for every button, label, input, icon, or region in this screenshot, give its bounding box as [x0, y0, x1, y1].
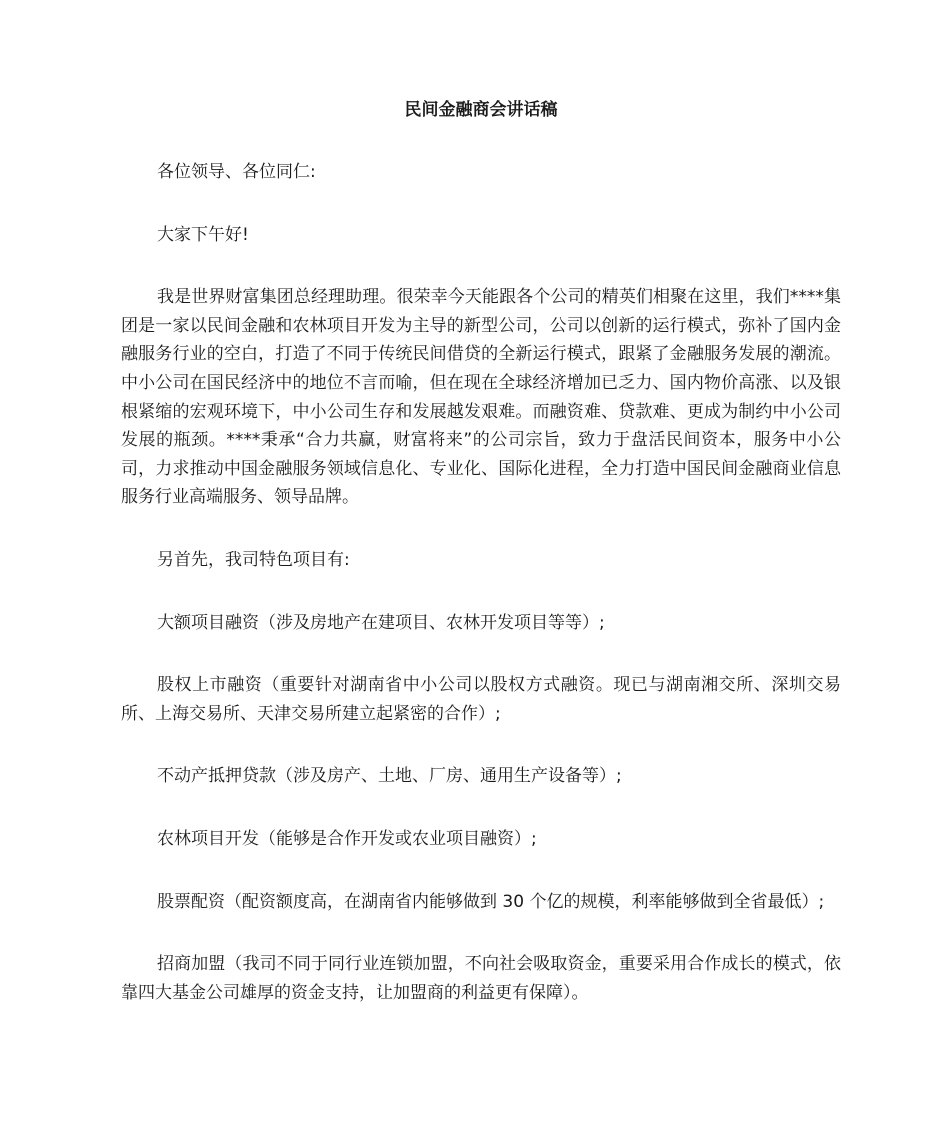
document-title: 民间金融商会讲话稿	[404, 100, 558, 120]
salutation-paragraph: 大家下午好!	[157, 224, 249, 245]
projects-heading-paragraph: 另首先，我司特色项目有:	[157, 549, 350, 570]
project-item-mortgage-loan: 不动产抵押贷款（涉及房产、土地、厂房、通用生产设备等）;	[157, 766, 622, 787]
project-item-equity-financing: 股权上市融资（重要针对湖南省中小公司以股权方式融资。现已与湖南湘交所、深圳交易所、上海交易所、天津交易所建立起紧密的合作）;	[121, 675, 841, 724]
project-item-agroforestry: 农林项目开发（能够是合作开发或农业项目融资）;	[157, 828, 537, 849]
document-page	[121, 96, 841, 1041]
project-item-franchise: 招商加盟（我司不同于同行业连锁加盟，不向社会吸取资金，重要采用合作成长的模式，依靠四大基金公司雄厚的资金支持，让加盟商的利益更有保障）。	[121, 954, 841, 1003]
project-item-large-financing: 大额项目融资（涉及房地产在建项目、农林开发项目等等）;	[157, 612, 605, 633]
project-item-stock-allocation: 股票配资（配资额度高，在湖南省内能够做到 30 个亿的规模，利率能够做到全省最低）;	[157, 891, 825, 912]
intro-paragraph: 我是世界财富集团总经理助理。很荣幸今天能跟各个公司的精英们相聚在这里，我们****集团是一家以民间金融和农林项目开发为主导的新型公司，公司以创新的运行模式，弥补了国内金融服务行业的空白，打造了不同于传统民间借贷的全新运行模式，跟紧了金融服务发展的潮流。中小公司在国民经济中的地位不言而喻，但在现在全球经济增加已乏力、国内物价高涨、以及银根紧缩的宏观环境下，中小公司生存和发展越发艰难。而融资难、贷款难、更成为制约中小公司发展的瓶颈。****秉承“合力共赢，财富将来”的公司宗旨，致力于盘活民间资本，服务中小公司，力求推动中国金融服务领域信息化、专业化、国际化进程，全力打造中国民间金融商业信息服务行业高端服务、领导品牌。	[121, 287, 841, 508]
greeting-paragraph: 各位领导、各位同仁:	[157, 162, 316, 182]
